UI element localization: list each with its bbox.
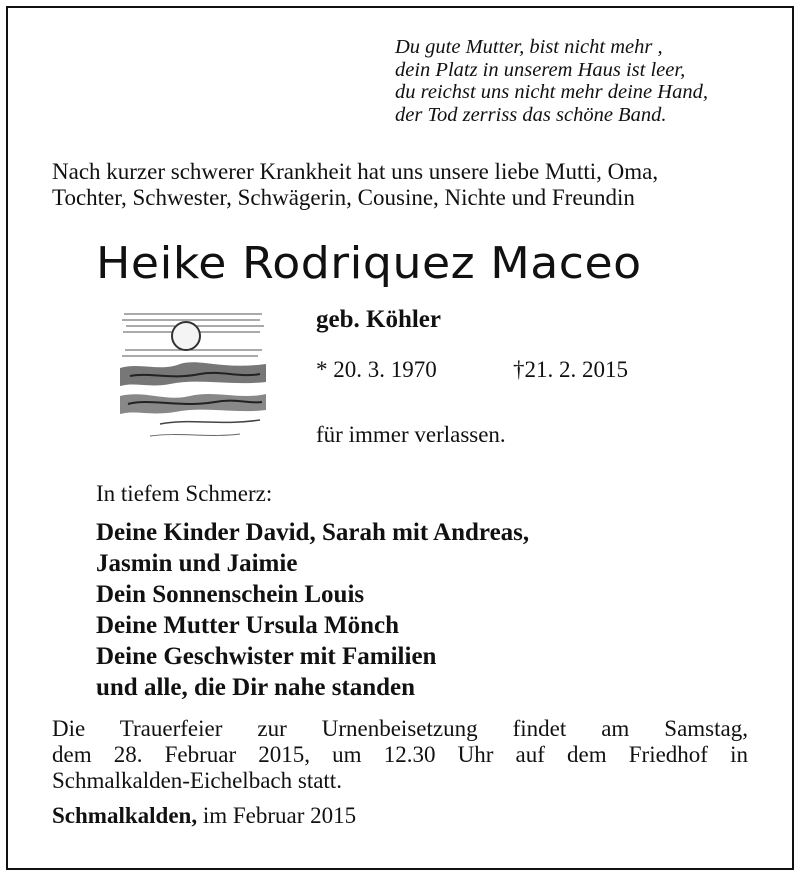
closing-line (52, 803, 356, 829)
deceased-name: Heike Rodriquez Maceo (96, 238, 642, 289)
intro-text (52, 159, 658, 211)
mourner-line: Deine Kinder David, Sarah mit Andreas, (96, 519, 530, 546)
life-dates (316, 357, 628, 383)
closing-date: im Februar 2015 (202, 803, 357, 828)
mourner-line: Dein Sonnenschein Louis (96, 581, 365, 608)
maiden-name: geb. Köhler (316, 306, 441, 333)
mourner-line: und alle, die Dir nahe standen (96, 674, 416, 701)
funeral-service-text (52, 716, 748, 794)
mourner-line: Deine Mutter Ursula Mönch (96, 612, 399, 639)
poem-line: der Tod zerriss das schöne Band. (395, 103, 667, 126)
poem-line: dein Platz in unserem Haus ist leer, (395, 58, 686, 81)
mourner-line: Jasmin und Jaimie (96, 550, 298, 577)
death-date: †21. 2. 2015 (513, 357, 628, 382)
intro-line: Nach kurzer schwerer Krankheit hat uns unsere liebe Mutti, Oma, (52, 159, 659, 184)
mourners-list (96, 517, 529, 703)
left-us-text: für immer verlassen. (316, 422, 506, 447)
sunset-landscape-image (120, 306, 266, 446)
memorial-poem (395, 36, 708, 126)
poem-line: du reichst uns nicht mehr deine Hand, (395, 81, 708, 103)
poem-line: Du gute Mutter, bist nicht mehr , (395, 36, 663, 58)
birth-date: * 20. 3. 1970 (316, 357, 437, 382)
mourner-line: Deine Geschwister mit Familien (96, 643, 437, 670)
intro-line: Tochter, Schwester, Schwägerin, Cousine, Nichte und Freundin (52, 185, 635, 210)
grief-label: In tiefem Schmerz: (96, 481, 273, 506)
service-line: Schmalkalden-Eichelbach statt. (52, 768, 342, 793)
closing-place: Schmalkalden, (52, 803, 198, 828)
service-line: Die Trauerfeier zur Urnenbeisetzung findet am Samstag, (52, 716, 748, 741)
service-line: dem 28. Februar 2015, um 12.30 Uhr auf dem Friedhof in (52, 742, 748, 767)
